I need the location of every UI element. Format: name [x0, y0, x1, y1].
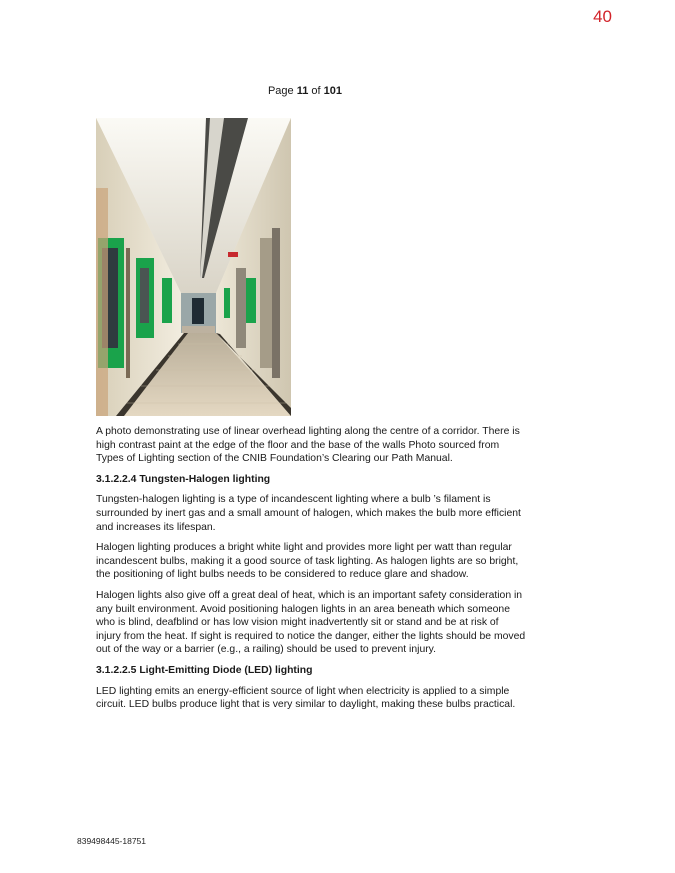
document-id: 839498445-18751	[77, 836, 147, 846]
total-pages: 101	[323, 85, 343, 97]
corridor-photo	[96, 118, 291, 416]
page-counter: 40	[593, 7, 612, 26]
paragraph: LED lighting emits an energy-efficient source of light when electricity is applied to a simple circuit. LED bulbs produce light that is very similar to daylight, making these bulbs practical.	[96, 685, 516, 711]
section-heading: 3.1.2.2.5 Light-Emitting Diode (LED) lighting	[96, 664, 313, 676]
section-heading: 3.1.2.2.4 Tungsten-Halogen lighting	[96, 473, 271, 485]
page-header	[0, 85, 610, 97]
current-page: 11	[296, 85, 309, 97]
of-word: of	[311, 85, 321, 97]
page-word: Page	[267, 85, 294, 97]
corridor-illustration	[96, 118, 291, 416]
section-halogen	[96, 473, 526, 657]
paragraph: Halogen lights also give off a great deal of heat, which is an important safety consideration in any built environment. Avoid positioning halogen lights in an area beneath which someone who is blind, deafblind or has low vision might inadvertently sit or stand and be at risk of injury from the heat. If sight is required to notice the danger, either the lights should be moved out of the way or a barrier (e.g., a railing) should be used to prevent injury.	[96, 589, 526, 656]
section-led	[96, 664, 526, 712]
paragraph: Halogen lighting produces a bright white light and provides more light per watt than regular incandescent bulbs, making it a good source of task lighting. As halogen lights are so bright, the positioning of light bulbs needs to be considered to reduce glare and shadow.	[96, 542, 519, 581]
paragraph: Tungsten-halogen lighting is a type of incandescent lighting where a bulb ’s filament is surrounded by inert gas and a small amount of halogen, which makes the bulb more efficient and increases its lifespan.	[96, 494, 521, 533]
body-text	[96, 425, 526, 719]
photo-caption: A photo demonstrating use of linear overhead lighting along the centre of a corridor. There is high contrast paint at the edge of the floor and the base of the walls Photo sourced from Types of Lighting section of the CNIB Foundation’s Clearing our Path Manual.	[96, 426, 520, 465]
